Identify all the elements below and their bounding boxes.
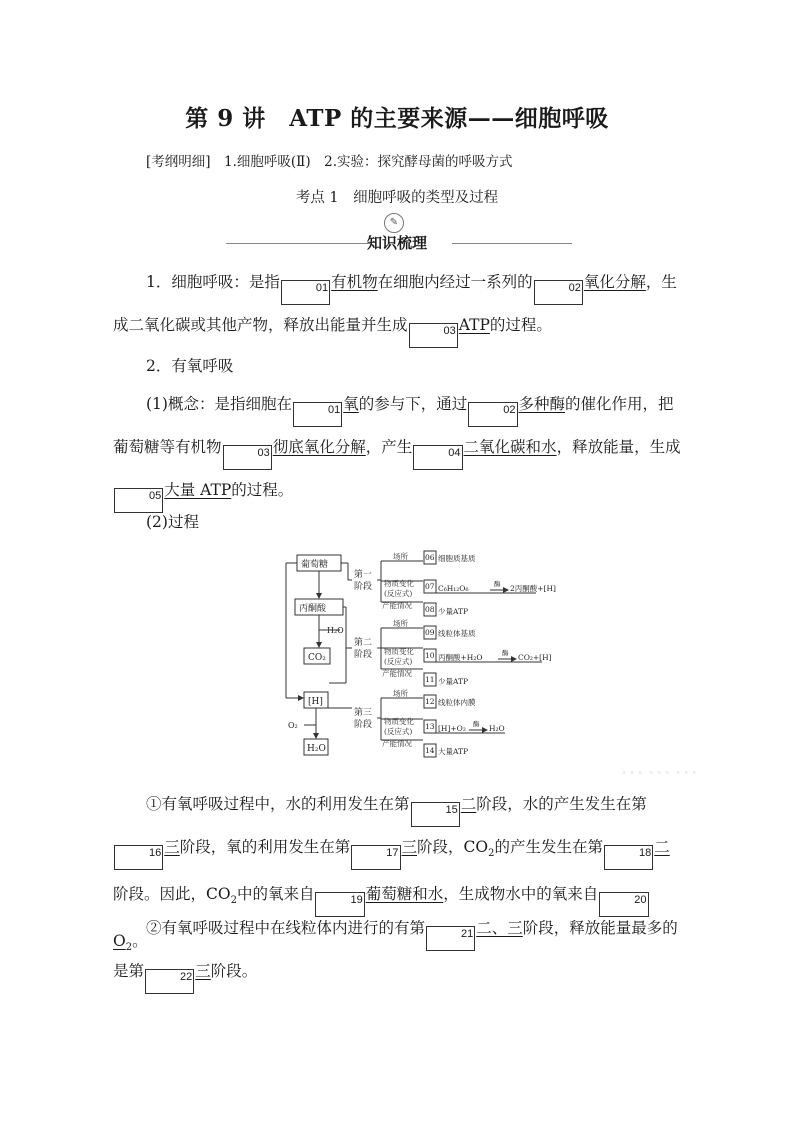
section-title: 知识梳理 bbox=[366, 234, 427, 252]
enzyme-label: 酶 bbox=[494, 580, 501, 588]
heading-process: (2)过程 bbox=[146, 513, 199, 531]
place-label: 场所 bbox=[393, 689, 408, 698]
answer-place: 线粒体内膜 bbox=[438, 698, 476, 707]
reaction-right: 2丙酮酸+[H] bbox=[510, 584, 556, 593]
watermark: ⋯⋯⋯ bbox=[620, 758, 701, 786]
h2o-box: H₂O bbox=[307, 744, 326, 754]
stage1-label: 阶段 bbox=[354, 582, 373, 592]
blank-number: 08 bbox=[425, 605, 435, 614]
blank-number: 06 bbox=[425, 553, 435, 562]
blank-number: 13 bbox=[425, 722, 435, 731]
blank-number: 10 bbox=[425, 651, 435, 660]
reaction-left: C₆H₁₂O₆ bbox=[438, 584, 469, 593]
paragraph-concept: (1)概念：是指细胞在 01 氧的参与下，通过 02 多种酶的催化作用，把葡萄糖等有机物 03 彻底氧化分解，产生 04 二氧化碳和水，释放能量，生成05 大量 ATP的过程。 bbox=[113, 384, 681, 513]
place-label: 场所 bbox=[393, 619, 408, 628]
energy-label: 产能情况 bbox=[382, 601, 412, 610]
answer-place: 细胞质基质 bbox=[438, 554, 476, 563]
change-label: 物质变化 bbox=[384, 579, 414, 588]
aerobic-process-diagram bbox=[280, 548, 560, 758]
stage3-label: 阶段 bbox=[354, 720, 373, 730]
enzyme-label: 酶 bbox=[502, 649, 509, 657]
o2-input: O₂ bbox=[288, 721, 298, 730]
change-label: 物质变化 bbox=[384, 647, 414, 656]
energy-label: 产能情况 bbox=[382, 739, 412, 748]
place-label: 场所 bbox=[393, 552, 408, 561]
pen-icon: ✎ bbox=[384, 213, 404, 233]
reaction-left: 丙酮酸+H₂O bbox=[438, 653, 483, 662]
change-label: (反应式) bbox=[384, 727, 413, 736]
answer-energy: 少量ATP bbox=[438, 607, 469, 616]
co2-box: CO₂ bbox=[308, 653, 326, 663]
paragraph-cell-respiration: 1．细胞呼吸：是指 01 有机物在细胞内经过一系列的 02 氧化分解，生成二氧化碳或其他产物，释放出能量并生成 03 ATP的过程。 bbox=[113, 262, 681, 348]
lesson-title: 第 9 讲 ATP 的主要来源——细胞呼吸 bbox=[185, 105, 609, 132]
reaction-right: CO₂+[H] bbox=[518, 653, 552, 662]
blank-number: 14 bbox=[425, 746, 435, 755]
h-box: [H] bbox=[308, 697, 323, 707]
stage2-label: 第二 bbox=[354, 638, 373, 648]
change-label: (反应式) bbox=[384, 657, 413, 666]
reaction-right: H₂O bbox=[489, 724, 505, 733]
blank-number: 07 bbox=[425, 582, 435, 591]
glucose-box: 葡萄糖 bbox=[301, 560, 329, 570]
blank-number: 12 bbox=[425, 697, 435, 706]
change-label: (反应式) bbox=[384, 589, 413, 598]
paragraph-point-2: ②有氧呼吸过程中在线粒体内进行的有第 21 二、三阶段，释放能量最多的是第 22 三阶段。 bbox=[113, 908, 681, 994]
reaction-left: [H]+O₂ bbox=[438, 724, 466, 733]
blank-number: 09 bbox=[425, 628, 435, 637]
change-label: 物质变化 bbox=[384, 717, 414, 726]
heading-aerobic: 2．有氧呼吸 bbox=[146, 357, 234, 375]
answer-energy: 少量ATP bbox=[438, 677, 469, 686]
stage3-label: 第三 bbox=[354, 708, 373, 718]
h2o-input: H₂O bbox=[327, 626, 344, 635]
enzyme-label: 酶 bbox=[473, 720, 480, 728]
pyruvate-box: 丙酮酸 bbox=[299, 604, 327, 614]
stage1-label: 第一 bbox=[354, 570, 373, 580]
topic-heading: 考点 1 细胞呼吸的类型及过程 bbox=[295, 190, 499, 206]
exam-outline: [考纲明细] 1.细胞呼吸(Ⅱ) 2.实验：探究酵母菌的呼吸方式 bbox=[146, 154, 513, 170]
blank-number: 11 bbox=[425, 675, 435, 684]
answer-energy: 大量ATP bbox=[438, 747, 469, 756]
stage2-label: 阶段 bbox=[354, 650, 373, 660]
paragraph-point-1: ①有氧呼吸过程中，水的利用发生在第 15 二阶段，水的产生发生在第16 三阶段，氧的利用发生在第 17 三阶段，$CO_2$的产生发生在第 18 二阶段。因此，$CO_2$中的氧来自 19 葡萄糖和水，生成物水中的氧来自 $20O_2$。 bbox=[113, 795, 670, 954]
answer-place: 线粒体基质 bbox=[438, 629, 476, 638]
energy-label: 产能情况 bbox=[382, 669, 412, 678]
